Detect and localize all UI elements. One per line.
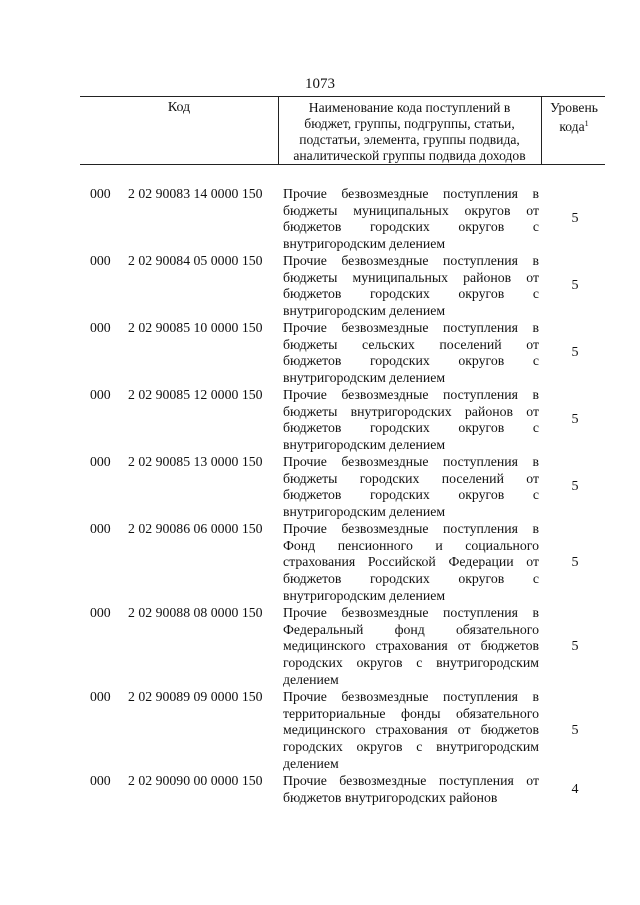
- description-line: Прочие безвозмездные поступления в: [283, 521, 539, 536]
- admin-code: 000: [90, 253, 111, 268]
- description-line: Фонд пенсионного и социального: [283, 537, 539, 553]
- revenue-description: [283, 253, 539, 320]
- code-level: 5: [571, 638, 579, 654]
- page-number: 1073: [305, 76, 335, 92]
- admin-code: 000: [90, 387, 111, 402]
- header-level: [543, 100, 605, 135]
- header-name-line: Наименование кода поступлений в: [308, 100, 511, 115]
- description-line: внутригородским делением: [283, 236, 446, 252]
- description-line: внутригородским делением: [283, 437, 446, 453]
- code-level: 5: [571, 345, 579, 361]
- revenue-code: 2 02 90090 00 0000 150: [128, 773, 263, 788]
- admin-code: 000: [90, 320, 111, 335]
- description-line: бюджеты сельских поселений от: [283, 336, 539, 352]
- description-line: бюджетов городских округов с: [283, 353, 539, 369]
- code-level: 4: [571, 781, 579, 797]
- description-line: территориальные фонды обязательного: [283, 705, 539, 721]
- revenue-description: [283, 320, 539, 387]
- code-level: 5: [571, 722, 579, 738]
- admin-code: 000: [90, 605, 111, 620]
- description-line: бюджетов внутригородских районов: [283, 789, 498, 805]
- revenue-code: 2 02 90084 05 0000 150: [128, 253, 263, 268]
- revenue-description: [283, 186, 539, 253]
- description-line: внутригородским делением: [283, 303, 446, 319]
- revenue-code: 2 02 90085 13 0000 150: [128, 454, 263, 469]
- description-line: бюджетов городских округов с: [283, 487, 539, 503]
- table-header: [80, 96, 605, 165]
- revenue-code: 2 02 90088 08 0000 150: [128, 605, 263, 620]
- revenue-description: [283, 689, 539, 773]
- description-line: бюджетов городских округов с: [283, 286, 539, 302]
- description-line: внутригородским делением: [283, 587, 446, 603]
- revenue-code: 2 02 90083 14 0000 150: [128, 186, 263, 201]
- description-line: делением: [283, 671, 339, 687]
- description-line: медицинского страхования от бюджетов: [283, 638, 539, 654]
- description-line: бюджеты городских поселений от: [283, 470, 539, 486]
- header-level-line: Уровень: [550, 100, 598, 115]
- header-level-line: [543, 116, 605, 135]
- code-level: 5: [571, 278, 579, 294]
- description-line: городских округов с внутригородским: [283, 655, 539, 671]
- description-line: бюджеты внутригородских районов от: [283, 403, 539, 419]
- header-code: Код: [167, 100, 191, 115]
- description-line: бюджетов городских округов с: [283, 571, 539, 587]
- description-line: страхования Российской Федерации от: [283, 554, 539, 570]
- header-name: [280, 100, 539, 164]
- description-line: Прочие безвозмездные поступления в: [283, 454, 539, 469]
- revenue-code: 2 02 90085 10 0000 150: [128, 320, 263, 335]
- description-line: Прочие безвозмездные поступления в: [283, 320, 539, 335]
- description-line: Прочие безвозмездные поступления в: [283, 605, 539, 620]
- description-line: Прочие безвозмездные поступления в: [283, 253, 539, 268]
- description-line: Прочие безвозмездные поступления от: [283, 773, 539, 788]
- description-line: внутригородским делением: [283, 504, 446, 520]
- header-level-text: кода: [559, 119, 585, 134]
- description-line: бюджетов городских округов с: [283, 420, 539, 436]
- description-line: бюджеты муниципальных округов от: [283, 202, 539, 218]
- description-line: Прочие безвозмездные поступления в: [283, 689, 539, 704]
- revenue-code: 2 02 90089 09 0000 150: [128, 689, 263, 704]
- header-divider: [278, 97, 279, 164]
- revenue-description: [283, 605, 539, 689]
- header-divider: [541, 97, 542, 164]
- description-line: бюджетов городских округов с: [283, 219, 539, 235]
- code-level: 5: [571, 412, 579, 428]
- revenue-code: 2 02 90085 12 0000 150: [128, 387, 263, 402]
- description-line: Прочие безвозмездные поступления в: [283, 387, 539, 402]
- revenue-description: [283, 521, 539, 605]
- revenue-description: [283, 387, 539, 454]
- description-line: медицинского страхования от бюджетов: [283, 722, 539, 738]
- description-line: Федеральный фонд обязательного: [283, 621, 539, 637]
- header-name-line: подстатьи, элемента, группы подвида,: [299, 132, 520, 147]
- revenue-description: [283, 773, 539, 806]
- admin-code: 000: [90, 521, 111, 536]
- description-line: делением: [283, 755, 339, 771]
- revenue-description: [283, 454, 539, 521]
- header-name-line: аналитической группы подвида доходов: [293, 148, 526, 163]
- admin-code: 000: [90, 454, 111, 469]
- code-level: 5: [571, 554, 579, 570]
- admin-code: 000: [90, 689, 111, 704]
- admin-code: 000: [90, 773, 111, 788]
- revenue-code: 2 02 90086 06 0000 150: [128, 521, 263, 536]
- admin-code: 000: [90, 186, 111, 201]
- header-name-line: бюджет, группы, подгруппы, статьи,: [304, 116, 515, 131]
- header-level-footnote: 1: [584, 119, 589, 128]
- code-level: 5: [571, 479, 579, 495]
- code-level: 5: [571, 211, 579, 227]
- description-line: Прочие безвозмездные поступления в: [283, 186, 539, 201]
- description-line: внутригородским делением: [283, 370, 446, 386]
- description-line: бюджеты муниципальных районов от: [283, 269, 539, 285]
- description-line: городских округов с внутригородским: [283, 739, 539, 755]
